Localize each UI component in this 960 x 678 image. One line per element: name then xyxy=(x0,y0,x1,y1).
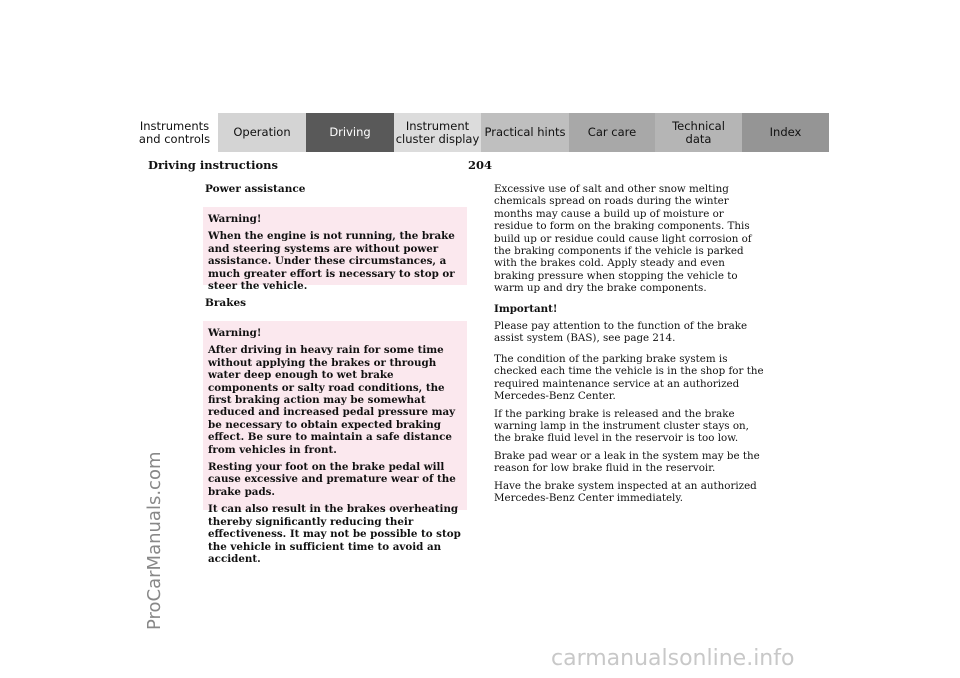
important-text: Please pay attention to the function of the brake assist system (BAS), see page 214. xyxy=(494,320,748,345)
page-number: 204 xyxy=(468,158,493,172)
body-paragraph: Have the brake system inspected at an authorized Mercedes-Benz Center immediately. xyxy=(494,479,757,504)
tab-operation[interactable]: Operation xyxy=(218,113,306,152)
section-title: Driving instructions xyxy=(148,158,278,172)
body-paragraph: Brake pad wear or a leak in the system may be the reason for low brake fluid in the reservoir. xyxy=(494,449,760,475)
warning-title: Warning! xyxy=(208,327,262,339)
important-title: Important! xyxy=(494,302,558,315)
warning-text: After driving in heavy rain for some time without applying the brakes or through water deep enough to wet brake components or salty road conditions, the first braking action may be somewhat reduced and increased pedal pressure may be necessary to obtain expected braking effect. Be sure to maintain a safe distance from vehicles in front. xyxy=(208,344,456,456)
warning-title: Warning! xyxy=(208,213,262,225)
brakes-heading: Brakes xyxy=(205,297,247,309)
body-paragraph: The condition of the parking brake system is checked each time the vehicle is in the shop for the required maintenance service at an authorized Mercedes-Benz Center. xyxy=(494,352,764,403)
brakes-warning-box xyxy=(203,321,467,565)
chapter-tab-bar xyxy=(131,113,829,152)
warning-text: Resting your foot on the brake pedal will cause excessive and premature wear of the brake pads. xyxy=(208,461,456,498)
tab-driving[interactable]: Driving xyxy=(306,113,394,152)
tab-practical-hints[interactable]: Practical hints xyxy=(481,113,569,152)
tab-index[interactable]: Index xyxy=(742,113,829,152)
bottom-watermark: carmanualsonline.info xyxy=(551,646,795,671)
tab-instruments-and-controls[interactable]: Instruments and controls xyxy=(131,113,218,152)
body-paragraph: If the parking brake is released and the brake warning lamp in the instrument cluster stays on, the brake fluid level in the reservoir is too low. xyxy=(494,407,749,445)
side-watermark: ProCarManuals.com xyxy=(144,451,165,630)
tab-car-care[interactable]: Car care xyxy=(569,113,655,152)
power-assistance-heading: Power assistance xyxy=(205,183,306,195)
warning-text: It can also result in the brakes overheating thereby significantly reducing their effectiveness. It may not be possible to stop the vehicle in sufficient time to avoid an accident. xyxy=(208,503,461,565)
tab-instrument-cluster-display[interactable]: Instrument cluster display xyxy=(394,113,481,152)
right-column xyxy=(494,183,764,509)
power-assistance-warning-box xyxy=(203,207,467,293)
warning-text: When the engine is not running, the brake and steering systems are without power assistance. Under these circumstances, a much greater effort is necessary to stop or steer the vehicle. xyxy=(208,230,455,293)
tab-technical-data[interactable]: Technical data xyxy=(655,113,742,152)
salt-paragraph: Excessive use of salt and other snow melting chemicals spread on roads during the winter months may cause a build up of moisture or residue to form on the braking components. This build up or residue could cause light corrosion of the braking components if the vehicle is parked with the brakes cold. Apply steady and even braking pressure when stopping the vehicle to warm up and dry the brake components. xyxy=(494,183,752,295)
